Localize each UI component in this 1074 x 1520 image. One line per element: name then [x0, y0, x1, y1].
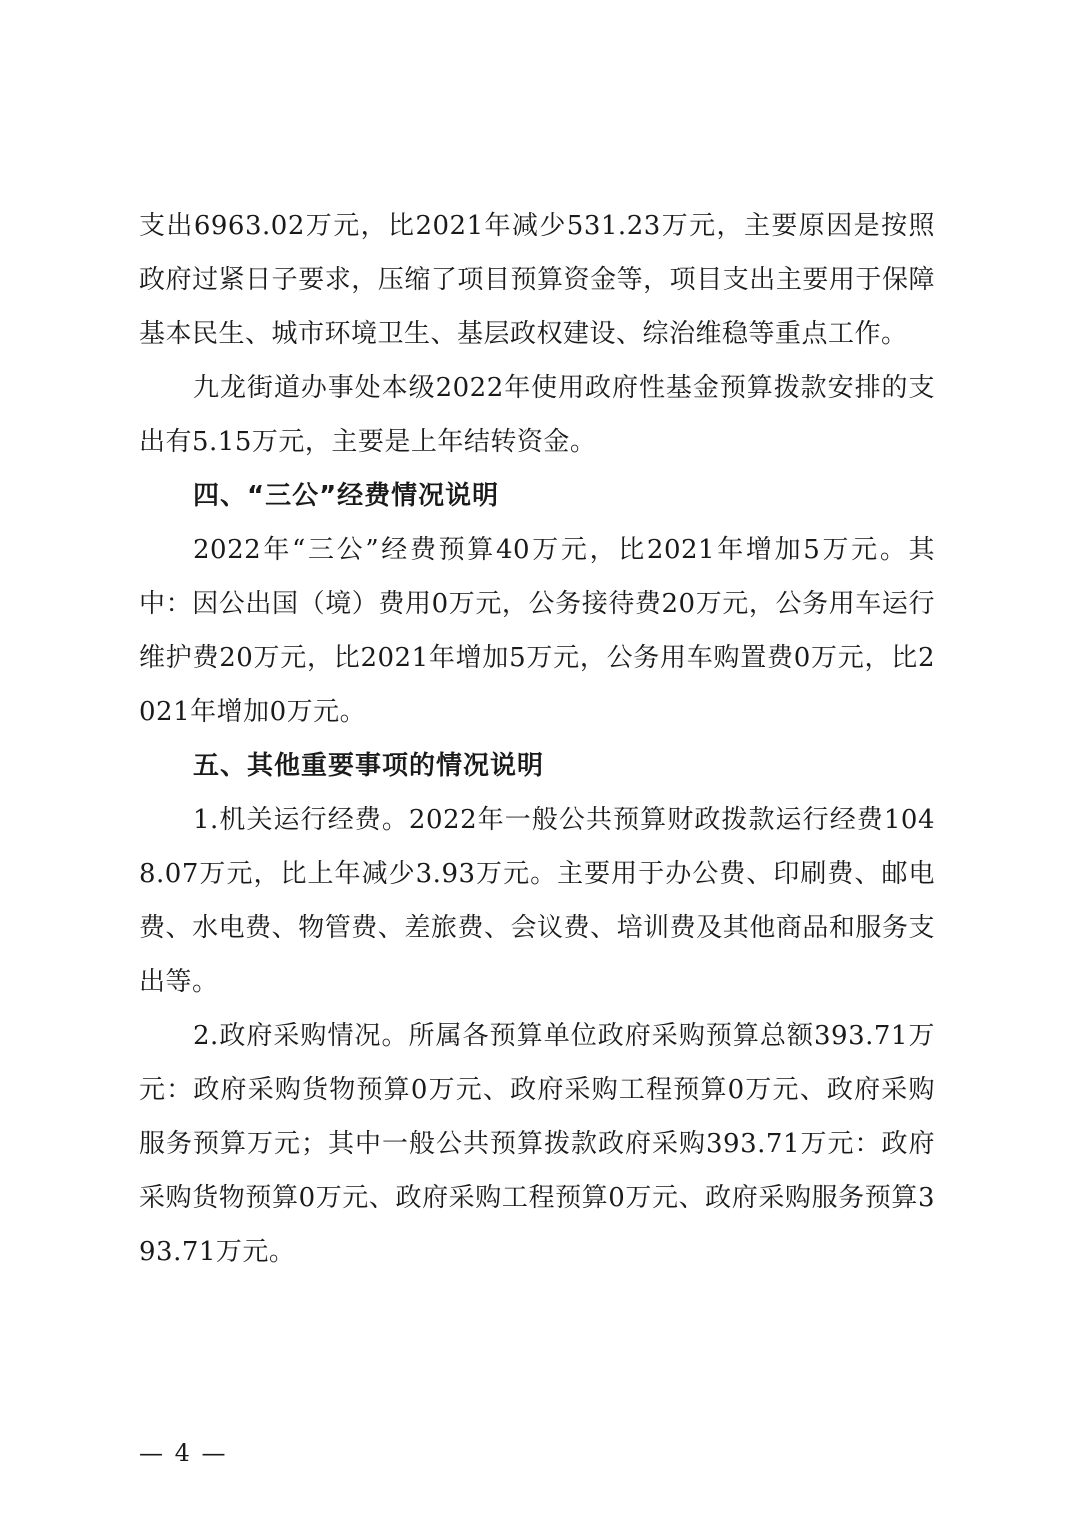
paragraph-government-procurement: 2.政府采购情况。所属各预算单位政府采购预算总额393.71万元：政府采购货物预算0万元、政府采购工程预算0万元、政府采购服务预算万元；其中一般公共预算拨款政府采购393.71万元：政府采购货物预算0万元、政府采购工程预算0万元、政府采购服务预算393.71万元。 [139, 1021, 935, 1267]
page-number: — 4 — [139, 1439, 228, 1467]
paragraph-project-expenditure: 支出6963.02万元，比2021年减少531.23万元，主要原因是按照政府过紧日子要求，压缩了项目预算资金等，项目支出主要用于保障基本民生、城市环境卫生、基层政权建设、综治维稳等重点工作。 [139, 211, 935, 349]
section-heading-three-public-funds: 四、“三公”经费情况说明 [193, 481, 500, 511]
document-body [139, 199, 935, 1279]
paragraph-operating-expenses: 1.机关运行经费。2022年一般公共预算财政拨款运行经费1048.07万元，比上年减少3.93万元。主要用于办公费、印刷费、邮电费、水电费、物管费、差旅费、会议费、培训费及其他商品和服务支出等。 [139, 805, 935, 997]
paragraph-government-fund: 九龙街道办事处本级2022年使用政府性基金预算拨款安排的支出有5.15万元，主要是上年结转资金。 [139, 373, 935, 457]
section-heading-other-matters: 五、其他重要事项的情况说明 [193, 751, 545, 781]
paragraph-three-public-funds: 2022年“三公”经费预算40万元，比2021年增加5万元。其中：因公出国（境）费用0万元，公务接待费20万元，公务用车运行维护费20万元，比2021年增加5万元，公务用车购置费0万元，比2021年增加0万元。 [139, 535, 935, 727]
